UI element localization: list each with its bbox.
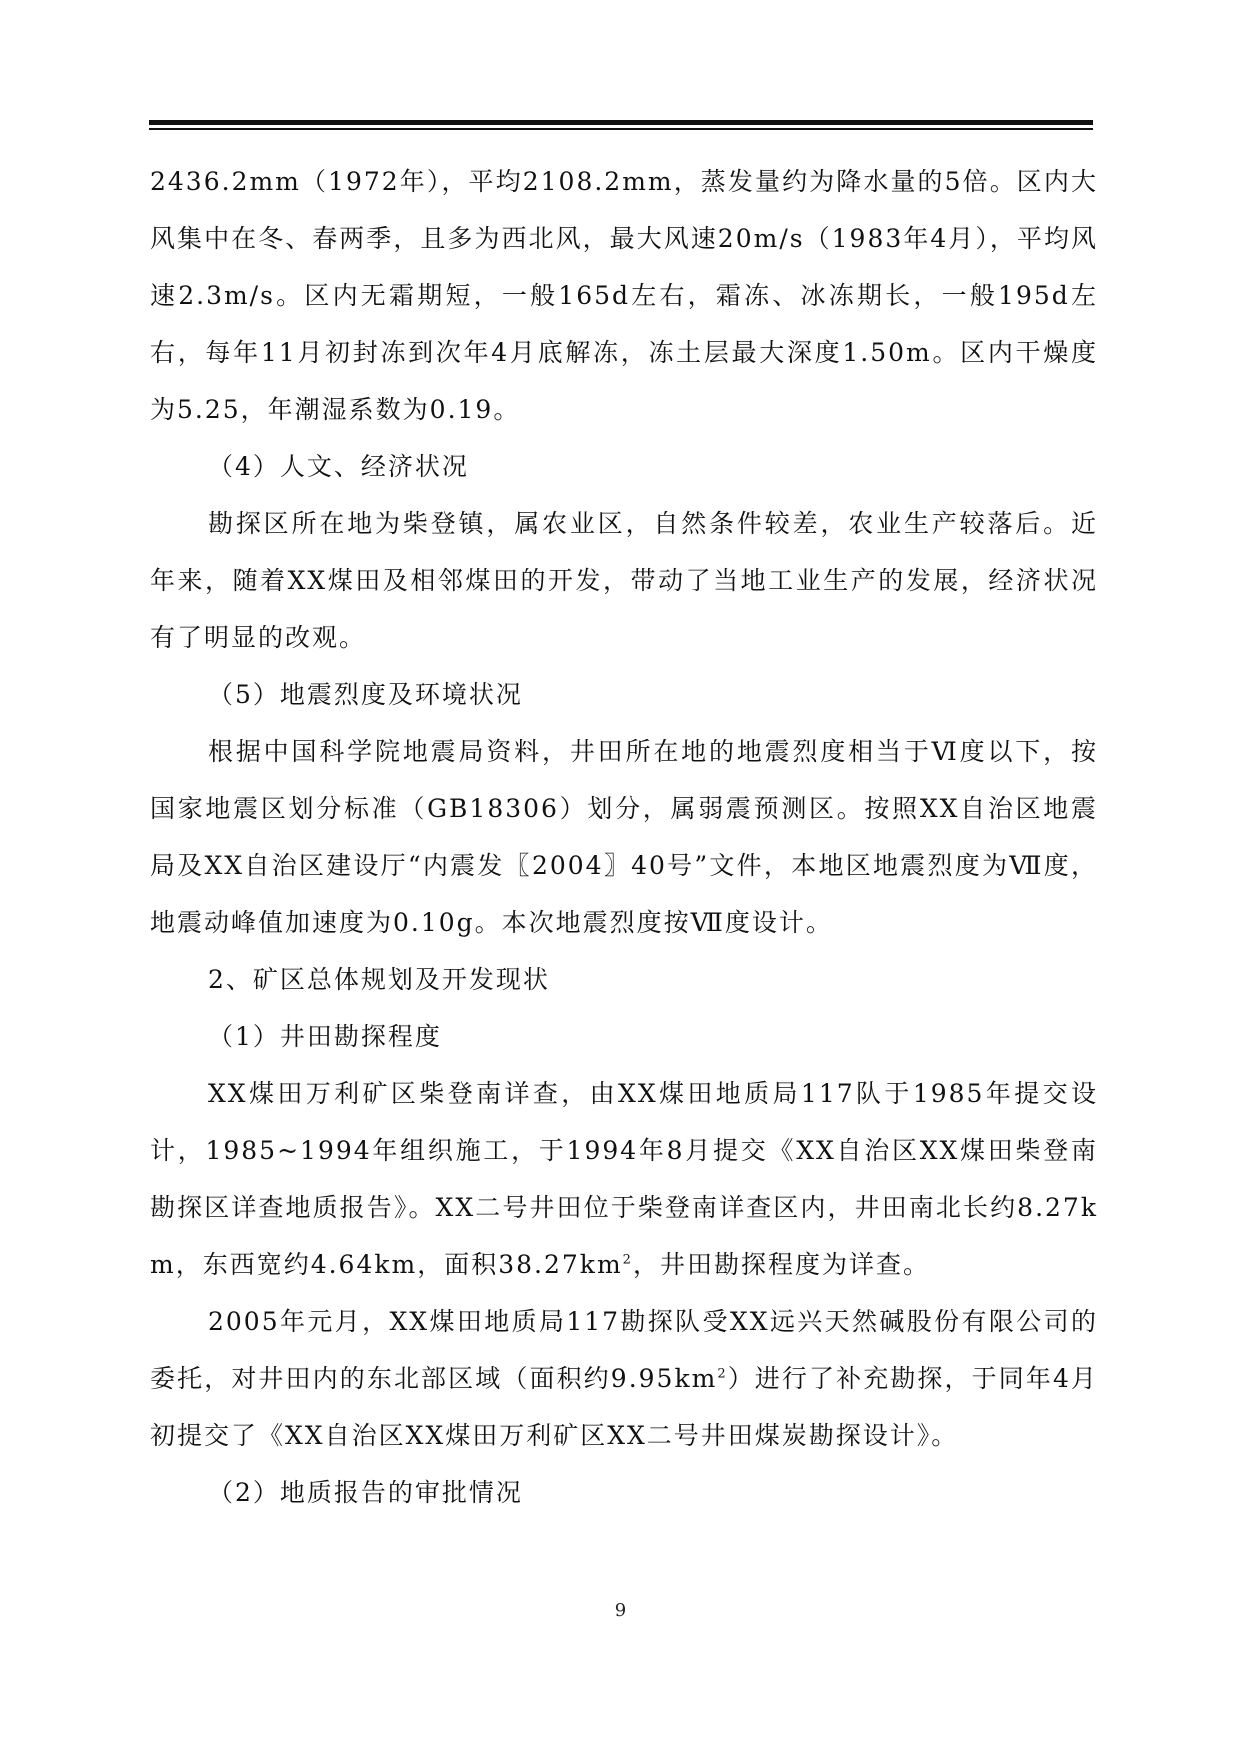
heading-mining-planning: 2、矿区总体规划及开发现状: [208, 965, 550, 994]
superscript-area-unit-2: 2: [717, 1366, 728, 1382]
header-rule-thick: [149, 120, 1093, 125]
paragraph-exploration-tail: ，井田勘探程度为详查。: [632, 1250, 930, 1279]
heading-report-approval: （2）地质报告的审批情况: [208, 1478, 523, 1507]
paragraph-supplementary-main: 2005年元月，XX煤田地质局117勘探队受XX远兴天然碱股份有限公司的委托，对井田内的东北部区域（面积约9.95km: [150, 1307, 1098, 1393]
paragraph-supplementary-tail: ）进行了补充勘探，于同年4月初提交了《XX自治区XX煤田万利矿区XX二号井田煤炭勘探设计》。: [150, 1364, 1098, 1450]
header-rule-thin: [149, 128, 1093, 130]
paragraph-exploration-main: XX煤田万利矿区柴登南详查，由XX煤田地质局117队于1985年提交设计，1985~1994年组织施工，于1994年8月提交《XX自治区XX煤田柴登南勘探区详查地质报告》。XX二号井田位于柴登南详查区内，井田南北长约8.27km，东西宽约4.64km，面积38.27km: [150, 1079, 1098, 1279]
paragraph-climate: 2436.2mm（1972年），平均2108.2mm，蒸发量约为降水量的5倍。区内大风集中在冬、春两季，且多为西北风，最大风速20m/s（1983年4月），平均风速2.3m/s。区内无霜期短，一般165d左右，霜冻、冰冻期长，一般195d左右，每年11月初封冻到次年4月底解冻，冻土层最大深度1.50m。区内干燥度为5.25，年潮湿系数为0.19。: [150, 167, 1098, 424]
paragraph-seismic: 根据中国科学院地震局资料，井田所在地的地震烈度相当于Ⅵ度以下，按国家地震区划分标准（GB18306）划分，属弱震预测区。按照XX自治区地震局及XX自治区建设厅“内震发〖2004〗40号”文件，本地区地震烈度为Ⅶ度，地震动峰值加速度为0.10g。本次地震烈度按Ⅶ度设计。: [150, 737, 1098, 937]
document-body: [150, 153, 1098, 1521]
paragraph-supplementary-exploration: [150, 1293, 1098, 1464]
page-number: 9: [614, 1600, 627, 1621]
heading-exploration-degree: （1）井田勘探程度: [208, 1022, 442, 1051]
paragraph-exploration: [150, 1065, 1098, 1293]
paragraph-economy: 勘探区所在地为柴登镇，属农业区，自然条件较差，农业生产较落后。近年来，随着XX煤田及相邻煤田的开发，带动了当地工业生产的发展，经济状况有了明显的改观。: [150, 509, 1098, 652]
heading-humanities-economy: （4）人文、经济状况: [208, 452, 469, 481]
superscript-area-unit: 2: [622, 1252, 633, 1268]
heading-seismic: （5）地震烈度及环境状况: [208, 680, 523, 709]
